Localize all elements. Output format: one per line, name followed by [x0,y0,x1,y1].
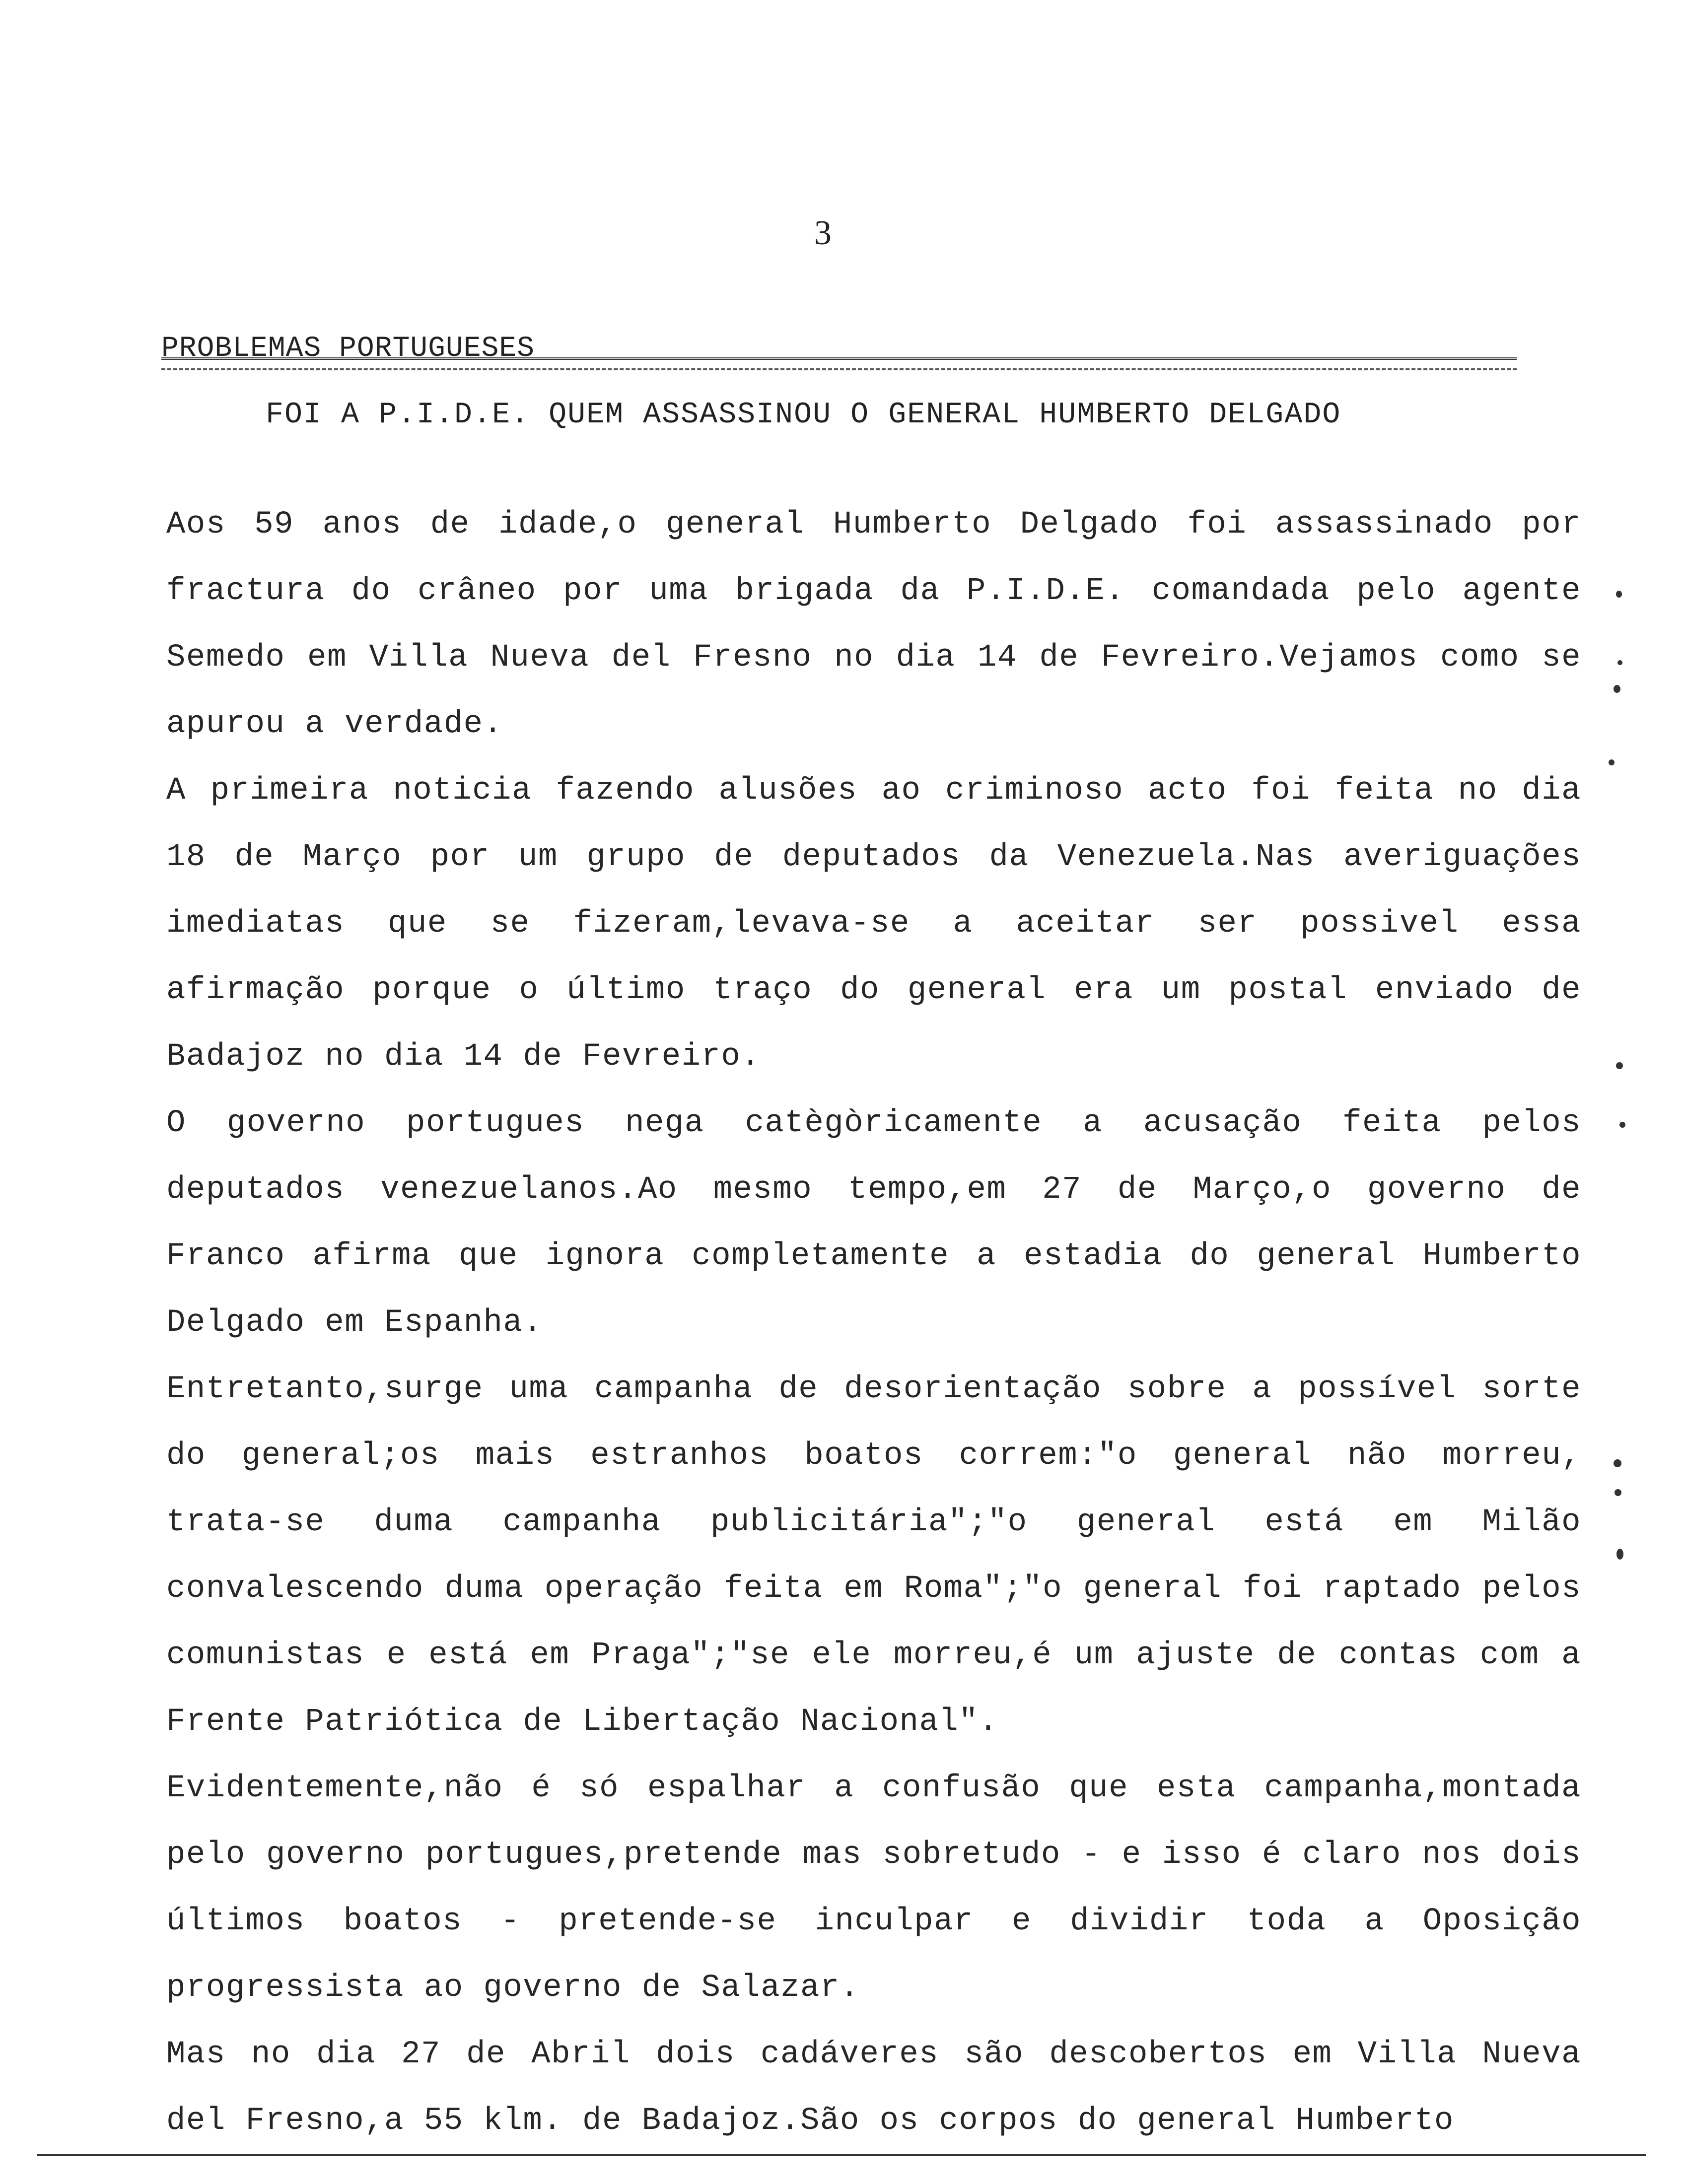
page-bottom-rule [37,2154,1646,2156]
article-title: FOI A P.I.D.E. QUEM ASSASSINOU O GENERAL HUMBERTO DELGADO [266,398,1341,432]
paragraph: Aos 59 anos de idade,o general Humberto Delgado foi assassinado por fractura do crâneo por uma brigada da P.I.D.E. comandada pelo agente Semedo em Villa Nueva del Fresno no dia 14 de Fevreiro.Vejamos como se apurou a verdade. [166,507,1581,742]
section-header: PROBLEMAS PORTUGUESES [161,333,535,365]
paragraph: O governo portugues nega catègòricamente a acusação feita pelos deputados venezuelanos.Ao mesmo tempo,em 27 de Março,o governo de Franco afirma que ignora completamente a estadia do general Humberto Delgado em Espanha. [166,1105,1581,1341]
page-number: 3 [814,214,832,252]
paragraph: A primeira noticia fazendo alusões ao criminoso acto foi feita no dia 18 de Março por um grupo de deputados da Venezuela.Nas averiguações imediatas que se fizeram,levava-se a aceitar ser possivel essa afirmação porque o último traço do general era um postal enviado de Badajoz no dia 14 de Fevreiro. [166,773,1581,1075]
paragraph: Mas no dia 27 de Abril dois cadáveres são descobertos em Villa Nueva del Fresno,a 55 klm. de Badajoz.São os corpos do general Humberto [166,2037,1581,2139]
paragraph: Evidentemente,não é só espalhar a confusão que esta campanha,montada pelo governo portugues,pretende mas sobretudo - e isso é claro nos dois últimos boatos - pretende-se inculpar e dividir toda a Oposição progressista ao governo de Salazar. [166,1771,1581,2006]
paragraph: Entretanto,surge uma campanha de desorientação sobre a possível sorte do general;os mais estranhos boatos correm:"o general não morreu, trata-se duma campanha publicitária";"o general está em Milão convalescendo duma operação feita em Roma";"o general foi raptado pelos comunistas e está em Praga";"se ele morreu,é um ajuste de contas com a Frente Patriótica de Libertação Nacional". [166,1371,1581,1740]
section-header-rule-dashed [161,368,1517,370]
section-header-rule [161,357,1517,360]
article-body [166,491,1581,2154]
